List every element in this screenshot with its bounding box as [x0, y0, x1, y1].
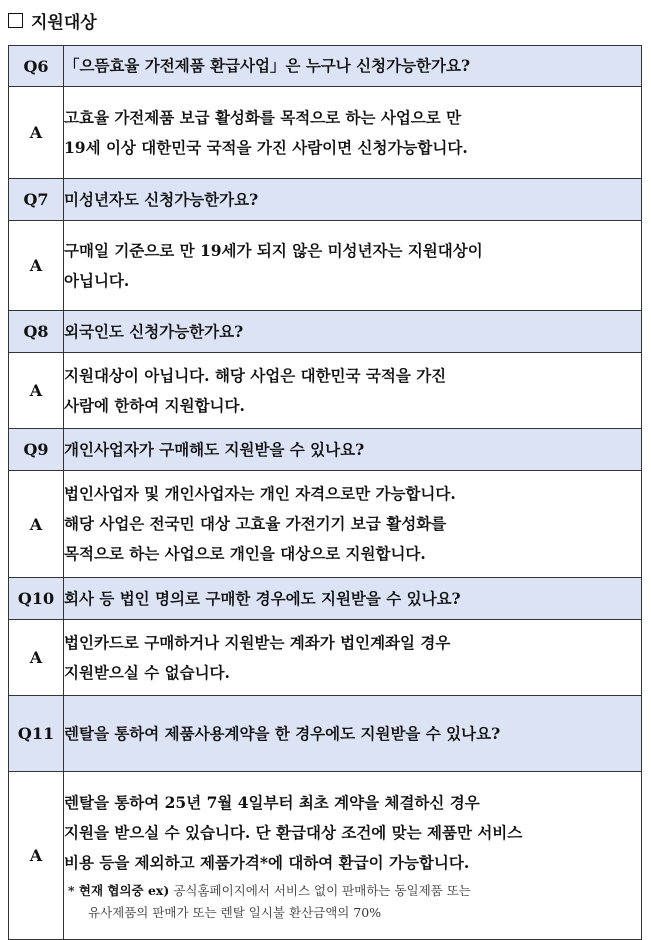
answer-line: 법인카드로 구매하거나 지원받는 계좌가 법인계좌일 경우 [64, 632, 451, 652]
answer-line: 아닙니다. [64, 270, 130, 290]
question-row-q7 [9, 179, 642, 221]
question-text: 개인사업자가 구매해도 지원받을 수 있나요? [64, 429, 642, 471]
question-label: Q6 [9, 46, 64, 87]
question-row-q6 [9, 46, 642, 87]
answer-line: 고효율 가전제품 보급 활성화를 목적으로 하는 사업으로 만 [64, 107, 462, 127]
answer-line: 사람에 한하여 지원합니다. [64, 395, 245, 415]
footnote-label: * 현재 협의중 ex) [68, 882, 170, 898]
question-text: 회사 등 법인 명의로 구매한 경우에도 지원받을 수 있나요? [64, 578, 642, 620]
answer-line: 구매일 기준으로 만 19세가 되지 않은 미성년자는 지원대상이 [64, 240, 483, 260]
answer-row-q6 [9, 87, 642, 179]
section-title-text: 지원대상 [31, 12, 97, 33]
question-row-q10 [9, 578, 642, 620]
answer-line: 목적으로 하는 사업으로 개인을 대상으로 지원합니다. [64, 544, 426, 563]
question-label: Q9 [9, 429, 64, 471]
question-text: 미성년자도 신청가능한가요? [64, 179, 642, 221]
answer-row-q8 [9, 353, 642, 429]
answer-line: 법인사업자 및 개인사업자는 개인 자격으로만 가능합니다. [64, 484, 456, 503]
answer-line: 비용 등을 제외하고 제품가격*에 대하여 환급이 가능합니다. [64, 852, 470, 872]
question-row-q11 [9, 696, 642, 772]
answer-label: A [9, 772, 64, 940]
checkbox-icon [8, 13, 23, 28]
answer-label: A [9, 87, 64, 179]
answer-line: 지원을 받으실 수 있습니다. 단 환급대상 조건에 맞는 제품만 서비스 [64, 822, 523, 842]
question-text: 「으뜸효율 가전제품 환급사업」은 누구나 신청가능한가요? [64, 46, 642, 87]
answer-text [64, 353, 642, 429]
faq-table [8, 45, 642, 940]
answer-row-q10 [9, 620, 642, 696]
question-label: Q8 [9, 311, 64, 353]
answer-label: A [9, 620, 64, 696]
answer-line: 19세 이상 대한민국 국적을 가진 사람이면 신청가능합니다. [64, 137, 468, 157]
question-label: Q7 [9, 179, 64, 221]
section-title [8, 6, 97, 34]
answer-line: 지원받으실 수 없습니다. [64, 662, 230, 682]
answer-text [64, 221, 642, 311]
answer-label: A [9, 221, 64, 311]
answer-text [64, 87, 642, 179]
question-text: 렌탈을 통하여 제품사용계약을 한 경우에도 지원받을 수 있나요? [64, 696, 642, 772]
question-row-q9 [9, 429, 642, 471]
answer-row-q11 [9, 772, 642, 940]
question-label: Q11 [9, 696, 64, 772]
answer-text [64, 471, 642, 578]
answer-text [64, 772, 642, 940]
answer-label: A [9, 471, 64, 578]
answer-line: 해당 사업은 전국민 대상 고효율 가전기기 보급 활성화를 [64, 514, 447, 533]
footnote-line: 공식홈페이지에서 서비스 없이 판매하는 동일제품 또는 [173, 882, 471, 898]
answer-text [64, 620, 642, 696]
footnote-line: 유사제품의 판매가 또는 렌탈 일시불 환산금액의 70% [88, 904, 382, 920]
question-row-q8 [9, 311, 642, 353]
answer-row-q7 [9, 221, 642, 311]
answer-row-q9 [9, 471, 642, 578]
question-label: Q10 [9, 578, 64, 620]
question-text: 외국인도 신청가능한가요? [64, 311, 642, 353]
footnote [64, 880, 641, 924]
answer-line: 지원대상이 아닙니다. 해당 사업은 대한민국 국적을 가진 [64, 365, 447, 385]
answer-label: A [9, 353, 64, 429]
answer-line: 렌탈을 통하여 25년 7월 4일부터 최초 계약을 체결하신 경우 [64, 792, 480, 812]
